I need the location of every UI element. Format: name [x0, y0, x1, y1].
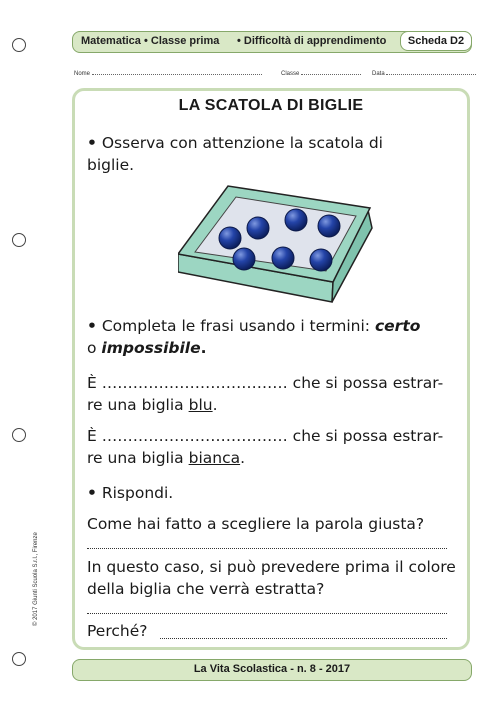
class-field[interactable]: Classe	[281, 68, 361, 77]
binder-hole-lower	[12, 428, 26, 442]
name-field[interactable]: Nome	[74, 68, 262, 77]
instruction-complete-cont: o impossibile.	[87, 339, 207, 357]
sheet-badge	[400, 31, 472, 51]
sentence-blue-cont: re una biglia blu.	[87, 396, 218, 414]
question-predict-line1: In questo caso, si può prevedere prima il colore	[87, 558, 456, 576]
blank-white[interactable]: ………………………………	[101, 427, 288, 445]
topic-label: • Difficoltà di apprendimento	[237, 35, 387, 47]
sentence-blue: È ……………………………… che si possa estrar-	[87, 374, 444, 392]
copyright-notice: © 2017 Giunti Scuola S.r.l., Firenze	[33, 532, 39, 626]
binder-hole-bottom	[12, 652, 26, 666]
marble	[272, 247, 294, 269]
sentence-white: È ……………………………… che si possa estrar-	[87, 427, 444, 445]
instruction-observe: • Osserva con attenzione la scatola di	[87, 134, 383, 152]
question-word-choice: Come hai fatto a scegliere la parola giusta?	[87, 515, 425, 533]
instruction-complete: • Completa le frasi usando i termini: certo	[87, 317, 421, 335]
marble	[233, 248, 255, 270]
marble	[318, 215, 340, 237]
sentence-white-cont: re una biglia bianca.	[87, 449, 246, 467]
instruction-answer: • Rispondi.	[87, 484, 174, 502]
binder-hole-top	[12, 38, 26, 52]
footer-bar	[72, 659, 472, 681]
subject-label: Matematica • Classe prima	[81, 35, 220, 47]
question-why: Perché?	[87, 622, 148, 640]
answer-line-1[interactable]	[87, 548, 447, 549]
date-field[interactable]: Data	[372, 68, 476, 77]
marble	[247, 217, 269, 239]
marble	[285, 209, 307, 231]
marble	[310, 249, 332, 271]
question-predict-line2: della biglia che verrà estratta?	[87, 580, 325, 598]
instruction-observe-cont: biglie.	[87, 156, 135, 174]
blank-blue[interactable]: ………………………………	[101, 374, 288, 392]
answer-line-3[interactable]	[160, 638, 447, 639]
worksheet-title: LA SCATOLA DI BIGLIE	[178, 97, 364, 114]
marble-box-illustration	[178, 180, 378, 305]
footer-label: La Vita Scolastica - n. 8 - 2017	[193, 663, 351, 675]
header-bar	[72, 31, 472, 53]
binder-hole-upper	[12, 233, 26, 247]
sheet-label: Scheda D2	[407, 34, 465, 47]
marble	[219, 227, 241, 249]
answer-line-2[interactable]	[87, 613, 447, 614]
